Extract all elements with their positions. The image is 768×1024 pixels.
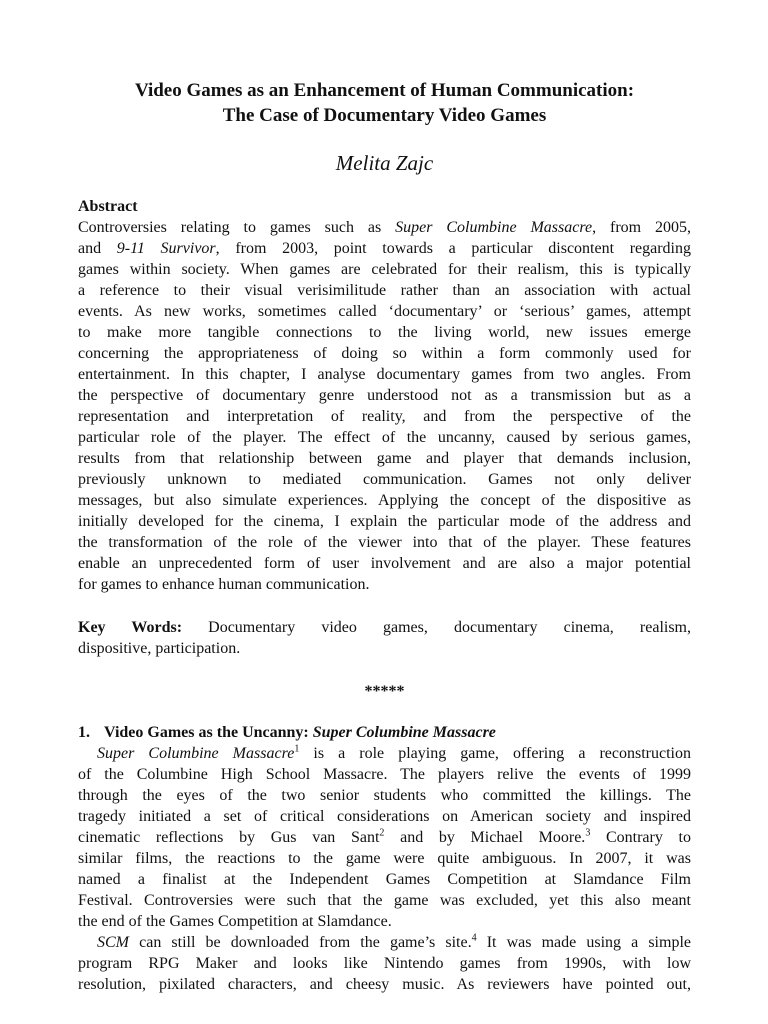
- abstract-line: Controversies relating to games such as Super Columbine Massacre, from 2005,: [78, 219, 691, 236]
- abstract-line: the transformation of the role of the viewer into that of the player. These features: [78, 534, 691, 551]
- paragraph-line: named a finalist at the Independent Games Competition at Slamdance Film: [78, 871, 691, 888]
- title-line-2: The Case of Documentary Video Games: [222, 105, 547, 126]
- title-line-1: Video Games as an Enhancement of Human Communication:: [134, 80, 635, 101]
- keywords-section: [78, 617, 691, 659]
- abstract-section: [78, 196, 691, 595]
- abstract-line: a reference to their visual verisimilitude rather than an association with actual: [78, 282, 691, 299]
- abstract-line: particular role of the player. The effect of the uncanny, caused by serious games,: [78, 429, 691, 446]
- abstract-line: entertainment. In this chapter, I analyse documentary games from two angles. From: [78, 366, 691, 383]
- section-heading: 1. Video Games as the Uncanny: Super Columbine Massacre: [78, 724, 496, 741]
- abstract-line: to make more tangible connections to the living world, new issues emerge: [78, 324, 691, 341]
- abstract-line: messages, but also simulate experiences. Applying the concept of the dispositive as: [78, 492, 691, 509]
- keywords-line: Key Words: Documentary video games, documentary cinema, realism,: [78, 619, 692, 636]
- abstract-line: games within society. When games are celebrated for their realism, this is typically: [78, 261, 691, 278]
- paragraph-line: cinematic reflections by Gus van Sant$^2$ and by Michael Moore.$^3$ Contrary to: [78, 827, 691, 846]
- abstract-line: and 9-11 Survivor, from 2003, point towards a particular discontent regarding: [78, 240, 692, 257]
- paragraph-line: Festival. Controversies were such that the game was excluded, yet this also meant: [78, 892, 691, 909]
- keywords-label: Key Words:: [78, 619, 183, 636]
- section-1: [78, 722, 691, 995]
- paragraph-line: the end of the Games Competition at Slamdance.: [78, 913, 392, 930]
- paragraph-line: Super Columbine Massacre$^1$ is a role playing game, offering a reconstruction: [97, 743, 692, 762]
- section-separator: *****: [364, 683, 405, 700]
- footnote-ref[interactable]: 4: [471, 932, 477, 944]
- paragraph-line: tragedy initiated a set of critical considerations on American society and inspired: [78, 808, 691, 825]
- abstract-heading: Abstract: [78, 198, 138, 215]
- abstract-line: for games to enhance human communication.: [78, 576, 370, 593]
- paragraph-line: resolution, pixilated characters, and cheesy music. As reviewers have pointed out,: [78, 976, 691, 993]
- abstract-line: the perspective of documentary genre understood not as a transmission but as a: [78, 387, 691, 404]
- paragraph-line: SCM can still be downloaded from the game’s site.$^4$ It was made using a simple: [97, 932, 691, 951]
- paragraph-line: similar films, the reactions to the game were quite ambiguous. In 2007, it was: [78, 850, 691, 867]
- paragraph-line: through the eyes of the two senior students who committed the killings. The: [78, 787, 691, 804]
- abstract-line: results from that relationship between game and player that demands inclusion,: [78, 450, 691, 467]
- footnote-ref[interactable]: 3: [585, 827, 591, 839]
- abstract-line: events. As new works, sometimes called ‘documentary’ or ‘serious’ games, attempt: [78, 303, 691, 320]
- keywords-line: dispositive, participation.: [78, 640, 241, 657]
- paper-title: [78, 78, 691, 128]
- abstract-line: representation and interpretation of reality, and from the perspective of the: [78, 408, 691, 425]
- paragraph-line: of the Columbine High School Massacre. The players relive the events of 1999: [78, 766, 691, 783]
- paragraph-line: program RPG Maker and looks like Nintendo games from 1990s, with low: [78, 955, 691, 972]
- abstract-line: enable an unprecedented form of user involvement and are also a major potential: [78, 555, 691, 572]
- abstract-line: concerning the appropriateness of doing so within a form commonly used for: [78, 345, 691, 362]
- footnote-ref[interactable]: 2: [379, 827, 385, 839]
- abstract-line: initially developed for the cinema, I explain the particular mode of the address and: [78, 513, 691, 530]
- author-name: Melita Zajc: [335, 151, 434, 175]
- abstract-line: previously unknown to mediated communication. Games not only deliver: [78, 471, 691, 488]
- footnote-ref[interactable]: 1: [294, 743, 300, 755]
